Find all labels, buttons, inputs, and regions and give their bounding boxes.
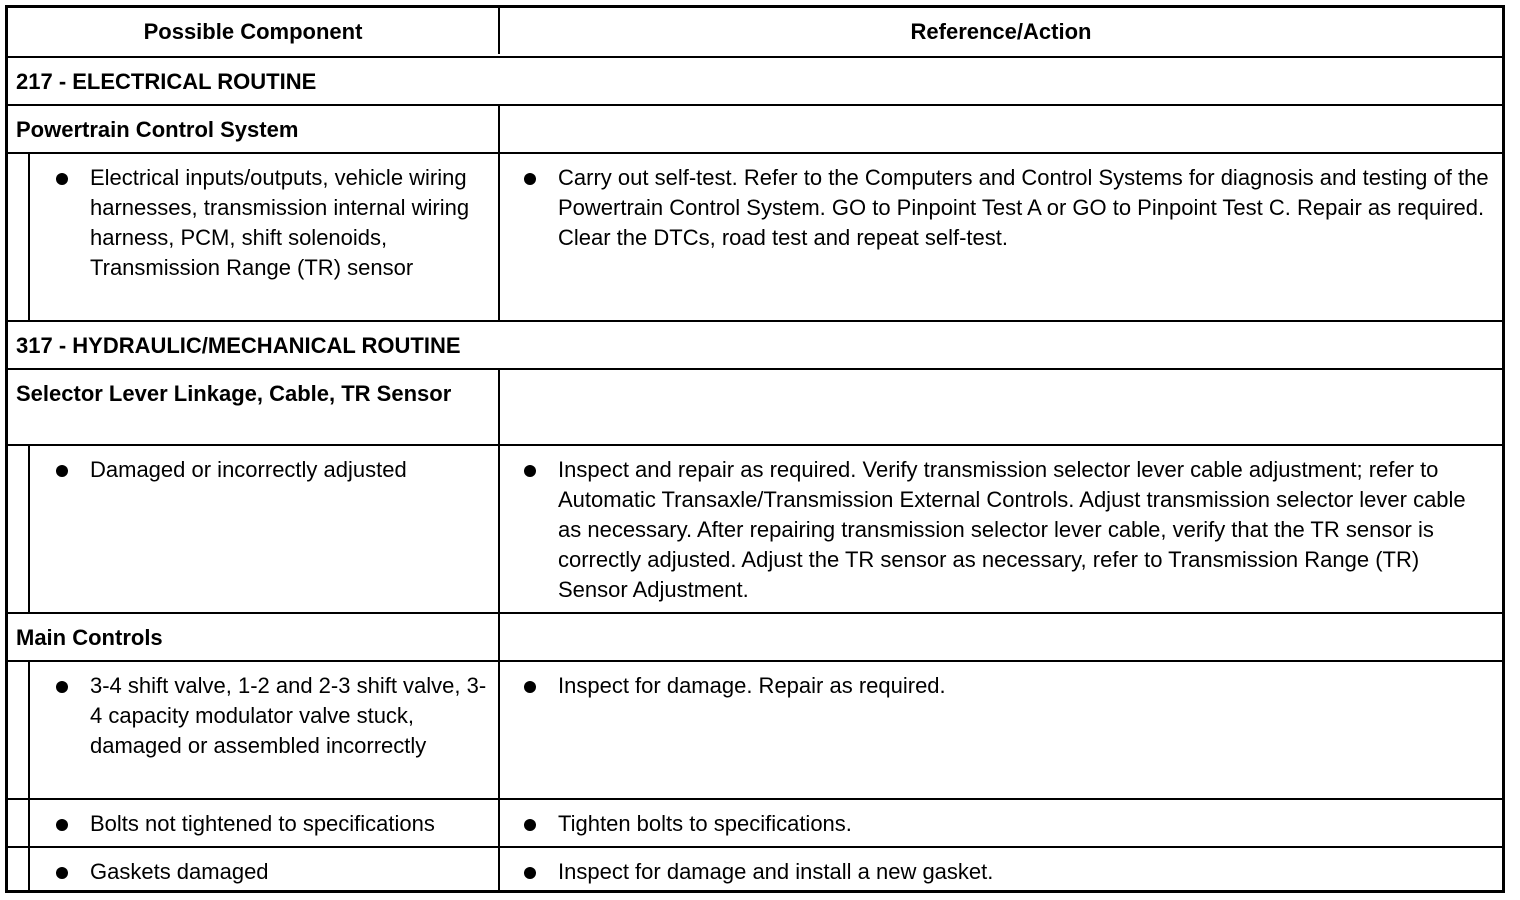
group-row	[8, 106, 1502, 154]
bullet-icon	[56, 465, 68, 477]
bullet-icon	[56, 173, 68, 185]
bullet-icon	[524, 819, 536, 831]
bullet-icon	[524, 681, 536, 693]
table-row	[8, 800, 1502, 848]
action-cell	[500, 800, 1502, 846]
bullet-icon	[524, 867, 536, 879]
component-text: Electrical inputs/outputs, vehicle wiring harnesses, transmission internal wiring harness, PCM, shift solenoids, Transmission Range (TR) sensor	[90, 165, 470, 280]
bullet-icon	[524, 465, 536, 477]
group-title: Main Controls	[8, 614, 500, 660]
component-cell	[8, 848, 500, 893]
table-row	[8, 662, 1502, 800]
bullet-icon	[56, 681, 68, 693]
header-reference-action: Reference/Action	[910, 19, 1092, 44]
component-text: Gaskets damaged	[90, 859, 269, 884]
table-row	[8, 848, 1502, 893]
indent-column	[8, 800, 30, 846]
group-row	[8, 370, 1502, 446]
indent-column	[8, 446, 30, 612]
component-text: Bolts not tightened to specifications	[90, 811, 435, 836]
bullet-icon	[56, 867, 68, 879]
action-cell	[500, 446, 1502, 612]
component-text: Damaged or incorrectly adjusted	[90, 457, 407, 482]
table-row	[8, 446, 1502, 614]
component-cell	[8, 154, 500, 320]
indent-column	[8, 662, 30, 798]
bullet-icon	[524, 173, 536, 185]
action-cell	[500, 154, 1502, 320]
group-row	[8, 614, 1502, 662]
component-cell	[8, 800, 500, 846]
header-possible-component: Possible Component	[8, 8, 500, 54]
group-action-empty	[500, 614, 1502, 660]
component-cell	[8, 662, 500, 798]
group-action-empty	[500, 370, 1502, 444]
section-row	[8, 58, 1502, 106]
diagnostic-table	[5, 5, 1505, 893]
action-text: Tighten bolts to specifications.	[558, 811, 852, 836]
section-title: 317 - HYDRAULIC/MECHANICAL ROUTINE	[16, 333, 461, 358]
action-cell	[500, 662, 1502, 798]
component-text: 3-4 shift valve, 1-2 and 2-3 shift valve, 3-4 capacity modulator valve stuck, damaged or assembled incorrectly	[90, 673, 487, 758]
action-text: Inspect for damage. Repair as required.	[558, 673, 946, 698]
bullet-icon	[56, 819, 68, 831]
table-row	[8, 154, 1502, 322]
component-cell	[8, 446, 500, 612]
table-header-row	[8, 8, 1502, 58]
action-cell	[500, 848, 1502, 893]
action-text: Carry out self-test. Refer to the Computers and Control Systems for diagnosis and testing of the Powertrain Control System. GO to Pinpoint Test A or GO to Pinpoint Test C. Repair as required. Clear the DTCs, road test and repeat self-test.	[558, 165, 1489, 250]
section-row	[8, 322, 1502, 370]
indent-column	[8, 848, 30, 893]
action-text: Inspect and repair as required. Verify transmission selector lever cable adjustment; refer to Automatic Transaxle/Transmission External Controls. Adjust transmission selector lever cable as necessary. After repairing transmission selector lever cable, verify that the TR sensor is correctly adjusted. Adjust the TR sensor as necessary, refer to Transmission Range (TR) Sensor Adjustment.	[558, 457, 1466, 602]
action-text: Inspect for damage and install a new gasket.	[558, 859, 994, 884]
indent-column	[8, 154, 30, 320]
section-title: 217 - ELECTRICAL ROUTINE	[16, 69, 317, 94]
group-title: Selector Lever Linkage, Cable, TR Sensor	[8, 370, 500, 444]
group-title: Powertrain Control System	[8, 106, 500, 152]
group-action-empty	[500, 106, 1502, 152]
